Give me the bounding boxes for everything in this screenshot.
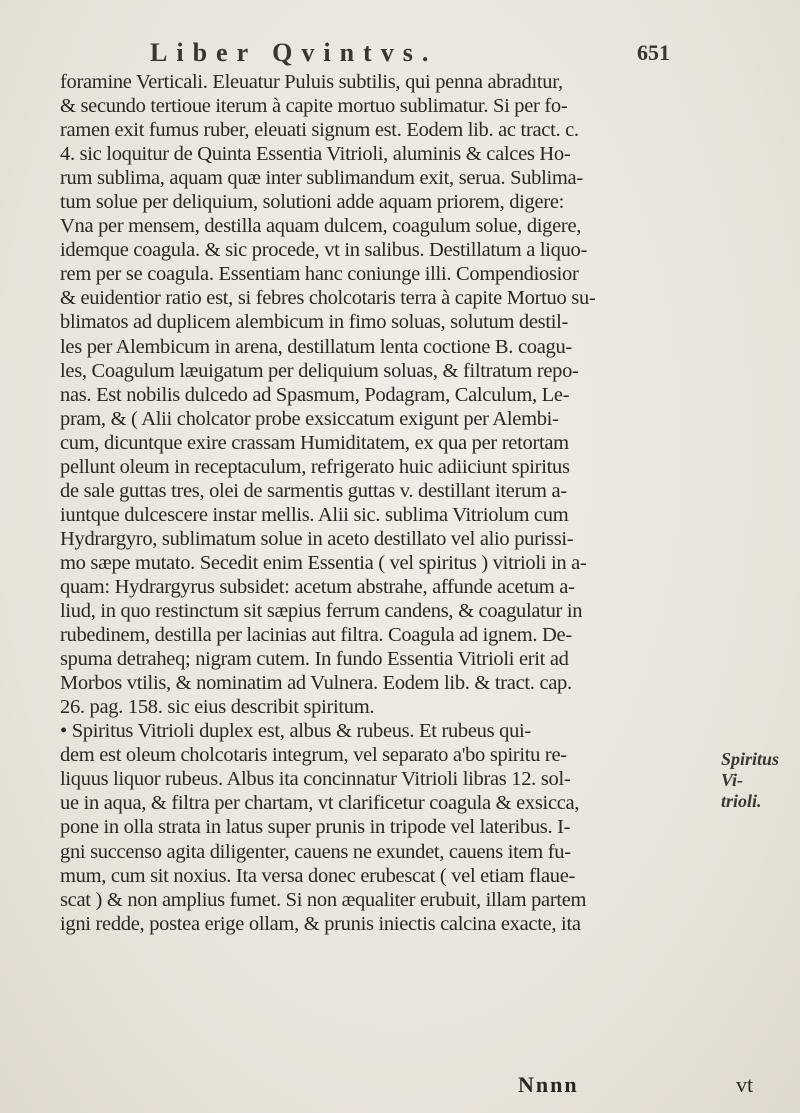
- text-line: idemque coagula. & sic procede, vt in salibus. Destillatum a liquo-: [60, 239, 588, 262]
- text-line: scat ) & non amplius fumet. Si non æqualiter erubuit, illam partem: [60, 888, 587, 911]
- text-line: iuntque dulcescere instar mellis. Alii sic. sublima Vitriolum cum: [60, 503, 569, 526]
- text-line: pellunt oleum in receptaculum, refrigerato huic adiiciunt spiritus: [60, 455, 570, 478]
- catchword: vt: [736, 1072, 754, 1097]
- text-line: 26. pag. 158. sic eius describit spiritum.: [60, 696, 375, 719]
- text-line: rem per se coagula. Essentiam hanc coniunge illi. Compendiosior: [60, 263, 579, 286]
- text-line: ramen exit fumus ruber, eleuati signum est. Eodem lib. ac tract. c.: [60, 119, 579, 142]
- text-line: les per Alembicum in arena, destillatum lenta coctione B. coagu-: [60, 335, 572, 358]
- text-line: dem est oleum cholcotaris integrum, vel separato a'bo spiritu re-: [60, 744, 567, 767]
- running-head: Liber Qvintvs.: [150, 38, 438, 67]
- text-line: liquus liquor rubeus. Albus ita concinnatur Vitrioli libras 12. sol-: [60, 768, 571, 791]
- text-line: Hydrargyro, sublimatum solue in aceto destillato vel alio purissi-: [60, 527, 574, 550]
- text-line: 4. sic loquitur de Quinta Essentia Vitrioli, aluminis & calces Ho-: [60, 143, 571, 166]
- text-line: foramine Verticali. Eleuatur Puluis subtilis, qui penna abradıtur,: [60, 71, 563, 93]
- text-line: rubedinem, destilla per lacinias aut filtra. Coagula ad ignem. De-: [60, 624, 572, 647]
- text-line: nas. Est nobilis dulcedo ad Spasmum, Podagram, Calculum, Le-: [60, 383, 570, 406]
- text-line: pone in olla strata in latus super prunis in tripode vel lateribus. I-: [60, 816, 571, 839]
- text-line: rum sublima, aquam quæ inter sublimandum exit, serua. Sublima-: [60, 167, 583, 190]
- text-line: de sale guttas tres, olei de sarmentis guttas v. destillant iterum a-: [60, 479, 567, 502]
- signature-mark: Nnnn: [518, 1072, 579, 1097]
- text-line: mo sæpe mutato. Secedit enim Essentia ( vel spiritus ) vitrioli in a-: [60, 551, 587, 574]
- text-line: mum, cum sit noxius. Ita versa donec erubescat ( vel etiam flaue-: [60, 864, 576, 887]
- text-line: gni succenso agita diligenter, cauens ne exundet, cauens item fu-: [60, 840, 571, 863]
- text-line: igni redde, postea erige ollam, & prunis iniectis calcina exacte, ita: [60, 912, 581, 935]
- text-line: tum solue per deliquium, solutioni adde aquam priorem, digere:: [60, 191, 565, 214]
- text-line: cum, dicuntque exire crassam Humiditatem, ex qua per retortam: [60, 431, 569, 454]
- text-line: & euidentior ratio est, si febres cholcotaris terra à capite Mortuo su-: [60, 287, 596, 310]
- text-line: ue in aqua, & filtra per chartam, vt clarificetur coagula & exsicca,: [60, 792, 580, 815]
- page-header: [150, 38, 670, 74]
- margin-note: [721, 749, 797, 812]
- text-line: Vna per mensem, destilla aquam dulcem, coagulum solue, digere,: [60, 215, 582, 238]
- text-line: spuma detraheq; nigram cutem. In fundo Essentia Vitrioli erit ad: [60, 648, 569, 671]
- text-line: pram, & ( Alii cholcator probe exsiccatum exigunt per Alembi-: [60, 407, 559, 430]
- body-text: [60, 70, 716, 936]
- text-line: & secundo tertioue iterum à capite mortuo sublimatur. Si per fo-: [60, 95, 568, 118]
- text-line: • Spiritus Vitrioli duplex est, albus & rubeus. Et rubeus qui-: [60, 720, 531, 743]
- text-line: liud, in quo restinctum sit sæpius ferrum candens, & coagulatur in: [60, 600, 583, 623]
- page-number: 651: [637, 40, 670, 65]
- text-line: les, Coagulum læuigatum per deliquium soluas, & filtratum repo-: [60, 359, 579, 382]
- margin-note-line: Spiritus Vi-: [721, 749, 780, 790]
- text-line: blimatos ad duplicem alembicum in fimo soluas, solutum destil-: [60, 311, 569, 334]
- text-line: Morbos vtilis, & nominatim ad Vulnera. Eodem lib. & tract. cap.: [60, 672, 572, 695]
- margin-note-line: trioli.: [721, 791, 762, 811]
- text-line: quam: Hydrargyrus subsidet: acetum abstrahe, affunde acetum a-: [60, 575, 575, 598]
